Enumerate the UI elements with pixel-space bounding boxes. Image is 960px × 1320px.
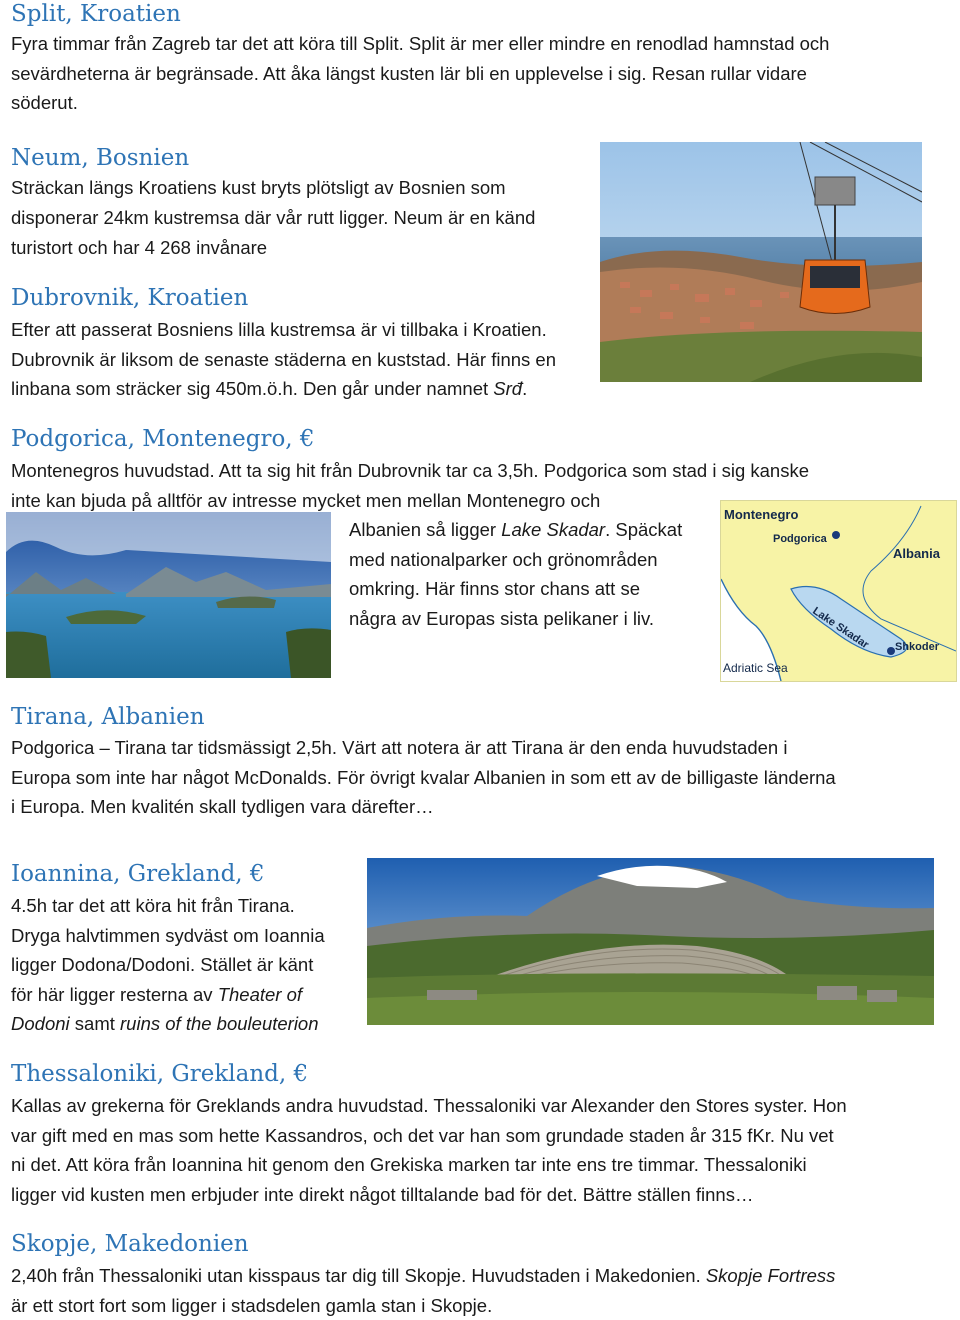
heading-thessaloniki: Thessaloniki, Grekland, € [11, 1060, 308, 1088]
paragraph-podgorica [11, 456, 809, 515]
heading-podgorica: Podgorica, Montenegro, € [11, 425, 315, 453]
heading-tirana: Tirana, Albanien [11, 703, 205, 731]
text-line: Efter att passerat Bosniens lilla kustremsa är vi tillbaka i Kroatien. [11, 315, 556, 345]
text-line: 4.5h tar det att köra hit från Tirana. [11, 891, 325, 921]
map-label-adriatic: Adriatic Sea [723, 661, 788, 675]
photo-theater-of-dodoni [367, 858, 934, 1025]
heading-ioannina: Ioannina, Grekland, € [11, 860, 265, 888]
text-run: . [522, 378, 527, 399]
text-line: Kallas av grekerna för Greklands andra huvudstad. Thessaloniki var Alexander den Stores syster. Hon [11, 1091, 847, 1121]
italic-text: Dodoni [11, 1013, 70, 1034]
italic-text: Skopje Fortress [706, 1265, 836, 1286]
text-line: några av Europas sista pelikaner i liv. [349, 604, 682, 634]
text-line: i Europa. Men kvalitén skall tydligen vara därefter… [11, 792, 836, 822]
map-label-shkoder: Shkoder [895, 641, 939, 653]
paragraph-split [11, 29, 829, 118]
paragraph-ioannina [11, 891, 325, 1039]
text-line: var gift med en mas som hette Kassandros, och det var han som grundade staden år 315 fKr. Nu vet [11, 1121, 847, 1151]
text-run: . Späckat [605, 519, 682, 540]
map-label-albania: Albania [893, 546, 940, 561]
photo-lake-skadar [6, 512, 331, 678]
text-run: 2,40h från Thessaloniki utan kisspaus tar dig till Skopje. Huvudstaden i Makedonien. [11, 1265, 706, 1286]
paragraph-tirana [11, 733, 836, 822]
paragraph-neum [11, 173, 535, 263]
heading-dubrovnik: Dubrovnik, Kroatien [11, 284, 248, 312]
text-line: Fyra timmar från Zagreb tar det att köra till Split. Split är mer eller mindre en renodlad hamnstad och [11, 29, 829, 59]
italic-text: ruins of the bouleuterion [120, 1013, 319, 1034]
text-line: omkring. Här finns stor chans att se [349, 574, 682, 604]
paragraph-thessaloniki [11, 1091, 847, 1209]
text-line [11, 1009, 325, 1039]
text-line [11, 1261, 835, 1291]
italic-text: Srđ [493, 378, 522, 399]
text-run: Albanien så ligger [349, 519, 501, 540]
text-line: söderut. [11, 88, 829, 118]
text-line: ligger vid kusten men erbjuder inte direkt något tilltalande bad för det. Bättre ställen finns… [11, 1180, 847, 1210]
map-lake-skadar [720, 500, 957, 682]
text-line: Dubrovnik är liksom de senaste städerna en kuststad. Här finns en [11, 345, 556, 375]
text-run: samt [70, 1013, 120, 1034]
text-line [349, 515, 682, 545]
italic-text: Lake Skadar [501, 519, 605, 540]
text-run: linbana som sträcker sig 450m.ö.h. Den går under namnet [11, 378, 493, 399]
text-line [11, 980, 325, 1010]
paragraph-dubrovnik [11, 315, 556, 404]
text-line: Sträckan längs Kroatiens kust bryts plötsligt av Bosnien som [11, 173, 535, 203]
heading-neum: Neum, Bosnien [11, 144, 189, 172]
text-line [11, 374, 556, 404]
text-line: är ett stort fort som ligger i stadsdelen gamla stan i Skopje. [11, 1291, 835, 1320]
text-line: Montenegros huvudstad. Att ta sig hit från Dubrovnik tar ca 3,5h. Podgorica som stad i sig kanske [11, 456, 809, 486]
map-label-podgorica: Podgorica [773, 533, 827, 545]
text-line: disponerar 24km kustremsa där vår rutt ligger. Neum är en känd [11, 203, 535, 233]
heading-split: Split, Kroatien [11, 0, 181, 28]
text-line: ni det. Att köra från Ioannina hit genom den Grekiska marken tar inte ens tre timmar. Thessaloniki [11, 1150, 847, 1180]
map-label-montenegro: Montenegro [724, 507, 798, 522]
text-line: turistort och har 4 268 invånare [11, 233, 535, 263]
text-run: för här ligger resterna av [11, 984, 218, 1005]
photo-dubrovnik-cable-car [600, 142, 922, 382]
text-line: ligger Dodona/Dodoni. Stället är känt [11, 950, 325, 980]
text-line: Europa som inte har något McDonalds. För övrigt kvalar Albanien in som ett av de billigaste länderna [11, 763, 836, 793]
map-label-lake: Lake Skadar [810, 605, 870, 651]
text-line: med nationalparker och grönområden [349, 545, 682, 575]
text-line: inte kan bjuda på alltför av intresse mycket men mellan Montenegro och [11, 486, 809, 516]
paragraph-podgorica-cont [349, 515, 682, 633]
paragraph-skopje [11, 1261, 835, 1320]
italic-text: Theater of [218, 984, 302, 1005]
text-line: Dryga halvtimmen sydväst om Ioannia [11, 921, 325, 951]
heading-skopje: Skopje, Makedonien [11, 1230, 249, 1258]
text-line: sevärdheterna är begränsade. Att åka längst kusten lär bli en upplevelse i sig. Resan rullar vidare [11, 59, 829, 89]
text-line: Podgorica – Tirana tar tidsmässigt 2,5h. Värt att notera är att Tirana är den enda huvudstaden i [11, 733, 836, 763]
